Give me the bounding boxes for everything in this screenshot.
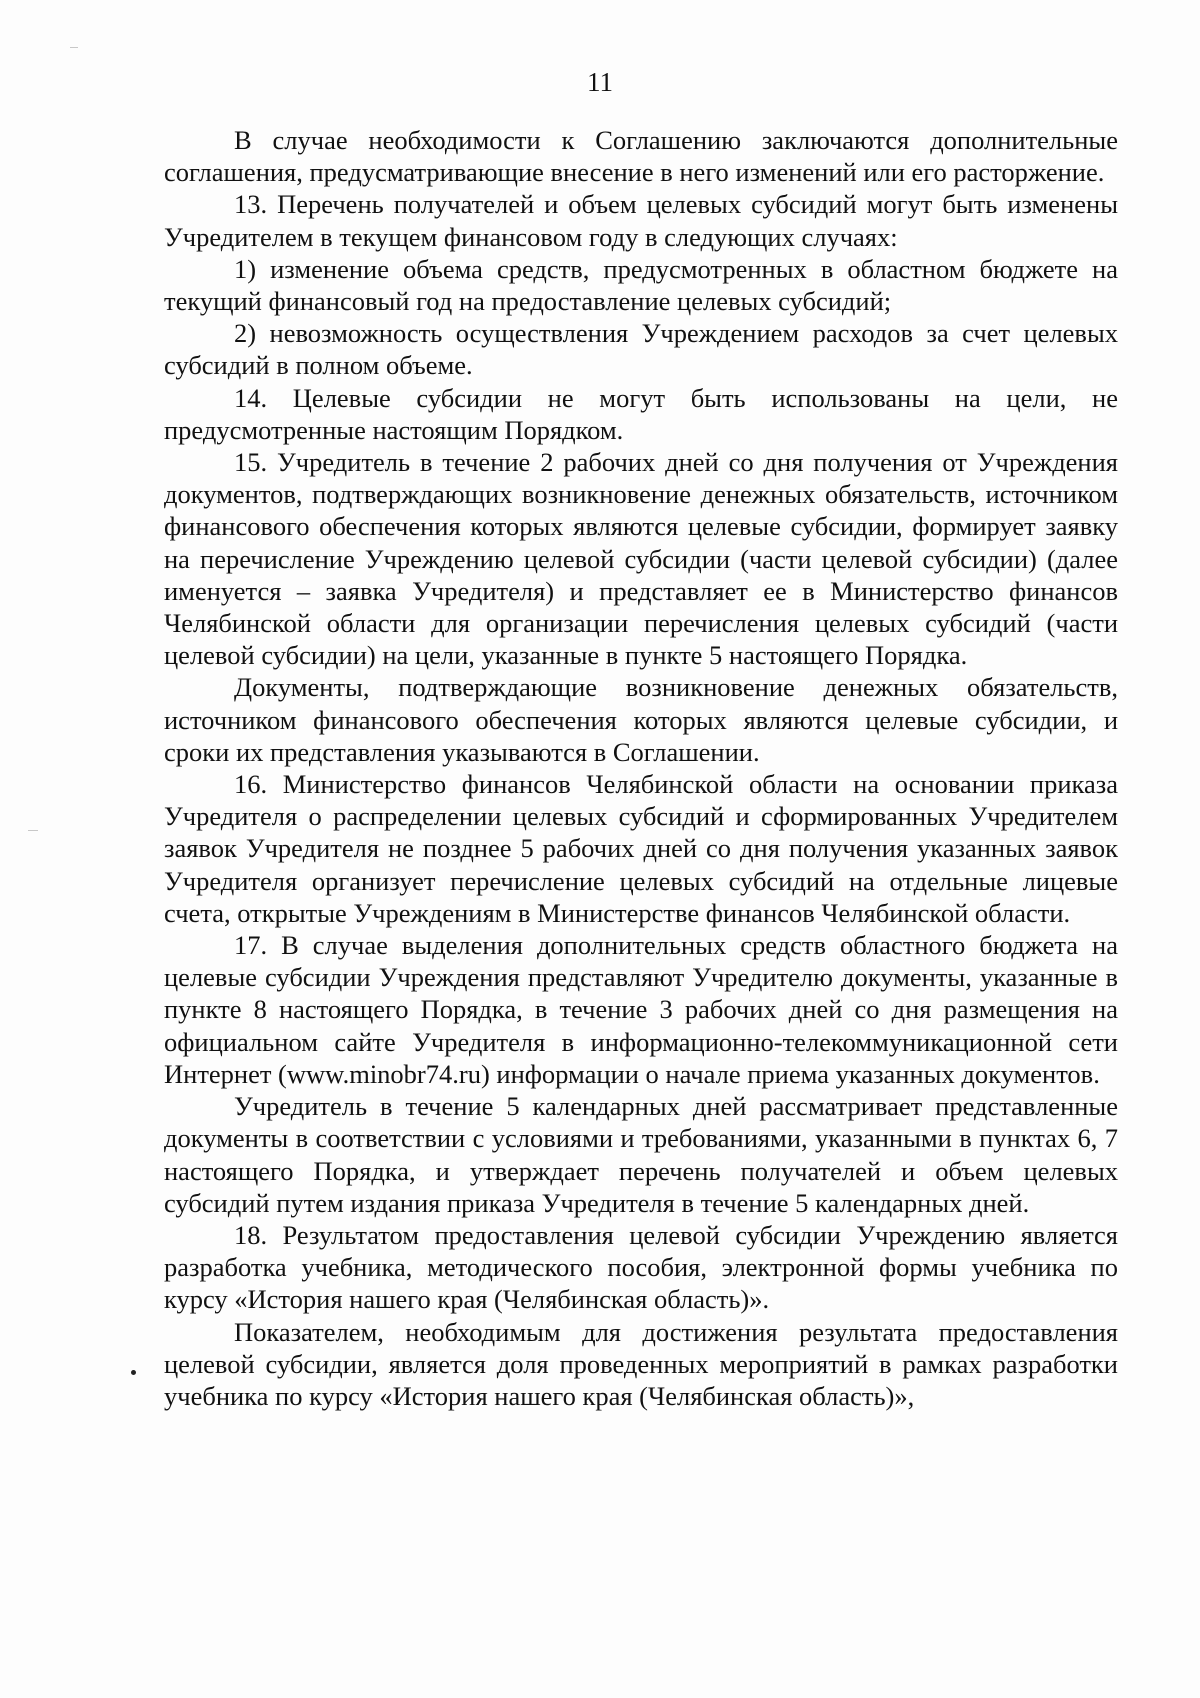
scan-mark	[70, 47, 78, 48]
page-number: 11	[587, 67, 613, 97]
paragraph-additional-agreements: В случае необходимости к Соглашению заключаются дополнительные соглашения, предусматривающие внесение в него изменений или его расторжение.	[164, 125, 1118, 188]
paragraph-17-review: Учредитель в течение 5 календарных дней рассматривает представленные документы в соответствии с условиями и требованиями, указанными в пунктах 6, 7 настоящего Порядка, и утверждает перечень получателей и объем целевых субсидий путем издания приказа Учредителя в течение 5 календарных дней.	[164, 1091, 1118, 1218]
paragraph-13-item-1: 1) изменение объема средств, предусмотренных в областном бюджете на текущий финансовый год на предоставление целевых субсидий;	[164, 253, 1118, 317]
paragraph-18-indicator: Показателем, необходимым для достижения результата предоставления целевой субсидии, является доля проведенных мероприятий в рамках разработки учебника по курсу «История нашего края (Челябинская область)»,	[164, 1316, 1118, 1411]
paragraph-15-documents: Документы, подтверждающие возникновение денежных обязательств, источником финансового обеспечения которых являются целевые субсидии, и сроки их представления указываются в Соглашении.	[164, 672, 1118, 767]
document-body	[164, 124, 1118, 1412]
paragraph-18: 18. Результатом предоставления целевой субсидии Учреждению является разработка учебника, методического пособия, электронной формы учебника по курсу «История нашего края (Челябинская область)».	[164, 1219, 1118, 1315]
paragraph-15: 15. Учредитель в течение 2 рабочих дней со дня получения от Учреждения документов, подтверждающих возникновение денежных обязательств, источником финансового обеспечения которых являются целевые субсидии, формирует заявку на перечисление Учреждению целевой субсидии (части целевой субсидии) (далее именуется – заявка Учредителя) и представляет ее в Министерство финансов Челябинской области для организации перечисления целевых субсидий (части целевой субсидии) на цели, указанные в пункте 5 настоящего Порядка.	[164, 447, 1118, 671]
paragraph-13: 13. Перечень получателей и объем целевых субсидий могут быть изменены Учредителем в текущем финансовом году в следующих случаях:	[164, 189, 1118, 252]
paragraph-16: 16. Министерство финансов Челябинской области на основании приказа Учредителя о распределении целевых субсидий и сформированных Учредителем заявок Учредителя не позднее 5 рабочих дней со дня получения указанных заявок Учредителя организует перечисление целевых субсидий на отдельные лицевые счета, открытые Учреждениям в Министерстве финансов Челябинской области.	[164, 769, 1118, 928]
paragraph-13-item-2: 2) невозможность осуществления Учреждением расходов за счет целевых субсидий в полном объеме.	[164, 318, 1118, 381]
paragraph-17: 17. В случае выделения дополнительных средств областного бюджета на целевые субсидии Учреждения представляют Учредителю документы, указанные в пункте 8 настоящего Порядка, в течение 3 рабочих дней со дня размещения на официальном сайте Учредителя в информационно-телекоммуникационной сети Интернет (www.minobr74.ru) информации о начале приема указанных документов.	[164, 930, 1118, 1089]
margin-dot	[131, 1370, 136, 1375]
scan-mark	[28, 830, 38, 831]
paragraph-14: 14. Целевые субсидии не могут быть использованы на цели, не предусмотренные настоящим Порядком.	[164, 382, 1118, 445]
